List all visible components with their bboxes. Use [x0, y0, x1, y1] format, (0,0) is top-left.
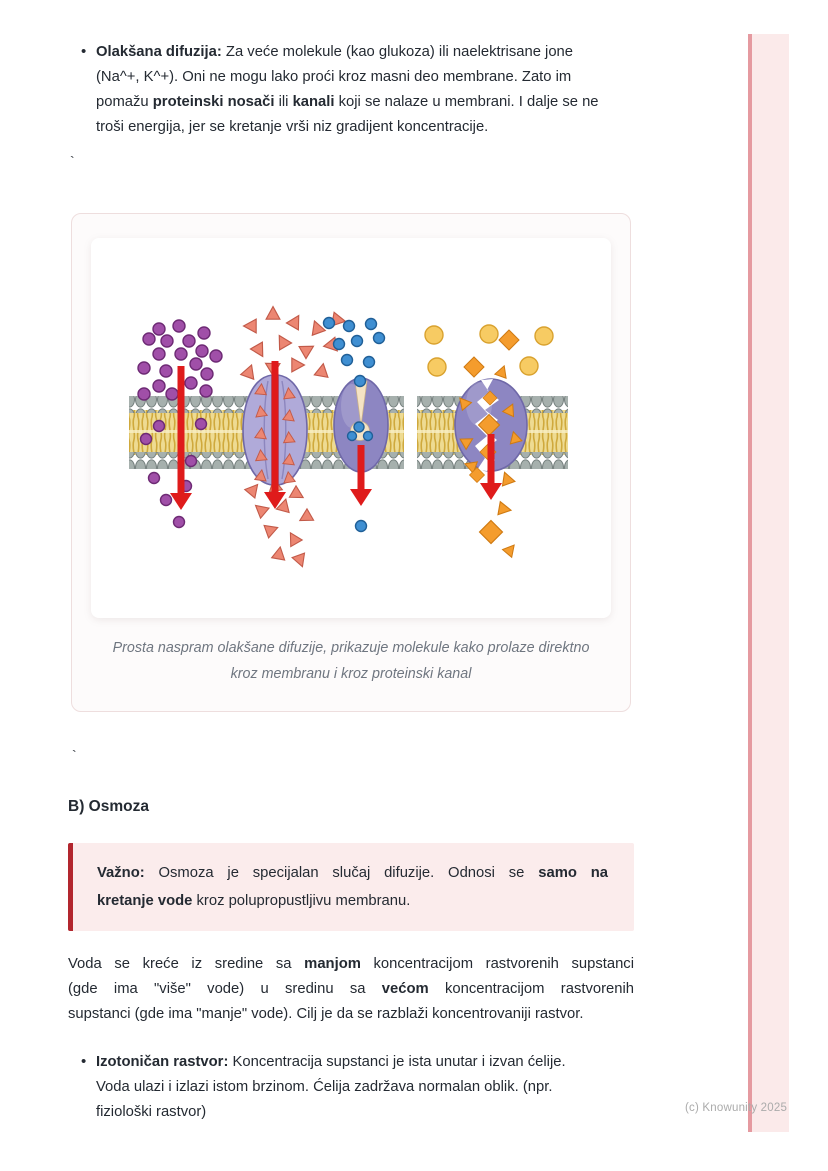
- bullet-facilitated-text: Olakšana difuzija: Za veće molekule (kao glukoza) ili naelektrisane jone (Na^+, K^+). Oni ne mogu lako proći kroz masni deo membrane. Zato im pomažu proteinski nosači ili kanali koji se nalaze u membrani. I dalje se ne troši energija, jer se kretanje vrši niz gradijent koncentracije.: [96, 44, 599, 135]
- heading-osmosis: B) Osmoza: [68, 798, 149, 815]
- blue-molecule-in-carrier: [348, 432, 357, 441]
- paragraph-water-movement: Voda se kreće iz sredine sa manjom koncentracijom rastvorenih supstanci (gde ima "više" vode) u sredinu sa većom koncentracijom rastvorenih supstanci (gde ima "manje" vode). Cilj je da se razblaži koncentrovaniji rastvor.: [68, 956, 634, 1022]
- important-callout: [68, 843, 634, 931]
- callout-text: Važno: Osmoza je specijalan slučaj difuzije. Odnosi se samo na kretanje vode kroz polupropustljivu membranu.: [97, 865, 608, 909]
- blue-molecule-in-carrier: [354, 422, 364, 432]
- bullet-isotonic-text: Izotoničan rastvor: Koncentracija supstanci je ista unutar i izvan ćelije. Voda ulazi i izlazi istom brzinom. Ćelija zadržava normalan oblik. (npr. fiziološki rastvor): [96, 1054, 566, 1120]
- blue-molecule-in-carrier: [364, 432, 373, 441]
- blue-molecule-entering: [355, 376, 366, 387]
- figure-card: [71, 213, 631, 712]
- stray-backtick-top: `: [70, 153, 75, 169]
- bullet-marker: •: [81, 1053, 87, 1070]
- bullet-marker: •: [81, 43, 87, 60]
- figure-caption: Prosta naspram olakšane difuzije, prikazuje molekule kako prolaze direktno kroz membranu i kroz proteinski kanal: [112, 640, 590, 682]
- bullet-facilitated-diffusion: [68, 40, 634, 140]
- bullet-isotonic-solution: [68, 1050, 634, 1125]
- figure-image-panel: [91, 238, 611, 618]
- yellow-and-orange-molecules: [425, 325, 553, 378]
- watermark: (c) Knowunity 2025: [685, 1102, 788, 1114]
- decorative-pink-stripe: [748, 34, 789, 1132]
- membrane-diagram: [91, 238, 611, 618]
- stray-backtick-bottom: `: [72, 747, 77, 763]
- blue-molecule-exited: [356, 521, 367, 532]
